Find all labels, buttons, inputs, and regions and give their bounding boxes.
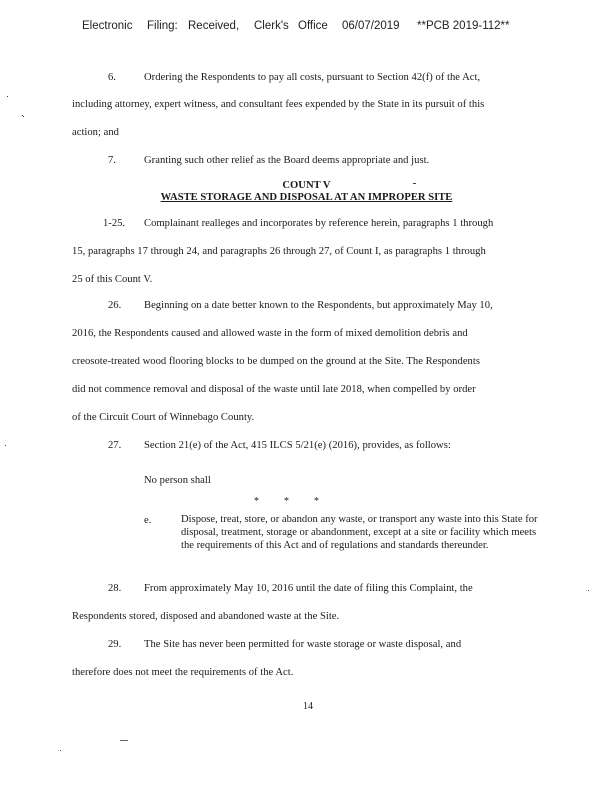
- scan-speck: [23, 116, 24, 117]
- para-1-25-line-2: 15, paragraphs 17 through 24, and paragraphs 26 through 27, of Count I, as paragraphs 1 through: [72, 246, 486, 257]
- item-6-line-2: including attorney, expert witness, and consultant fees expended by the State in its pursuit of this: [72, 99, 485, 110]
- scan-speck: [5, 445, 6, 446]
- para-27-line-1: Section 21(e) of the Act, 415 ILCS 5/21(e) (2016), provides, as follows:: [144, 440, 451, 451]
- para-26-line-3: creosote-treated wood flooring blocks to be dumped on the ground at the Site. The Respondents: [72, 356, 480, 367]
- para-26-line-2: 2016, the Respondents caused and allowed waste in the form of mixed demolition debris and: [72, 328, 468, 339]
- item-7-number: 7.: [108, 155, 116, 166]
- para-27-intro: No person shall: [144, 475, 211, 486]
- subsection-e-text: Dispose, treat, store, or abandon any waste, or transport any waste into this State for disposal, treatment, storage or abandonment, except at a site or facility which meets the requirements of this Act and of regulations and standards thereunder.: [181, 514, 538, 551]
- item-6-line-1: Ordering the Respondents to pay all costs, pursuant to Section 42(f) of the Act,: [144, 72, 481, 83]
- scan-speck: [413, 183, 416, 184]
- header-clerks: Clerk's: [254, 20, 289, 32]
- header-case-number: **PCB 2019-112**: [417, 20, 510, 32]
- ellipsis-stars: * * *: [254, 496, 319, 507]
- header-office: Office: [298, 20, 328, 32]
- para-28-number: 28.: [108, 583, 122, 594]
- para-27-number: 27.: [108, 440, 122, 451]
- para-28-line-2: Respondents stored, disposed and abandoned waste at the Site.: [72, 611, 340, 622]
- count-subtitle: WASTE STORAGE AND DISPOSAL AT AN IMPROPER SITE: [160, 192, 453, 203]
- para-26-line-4: did not commence removal and disposal of the waste until late 2018, when compelled by order: [72, 384, 476, 395]
- header-received: Received,: [188, 20, 240, 32]
- para-1-25-number: 1-25.: [103, 218, 126, 229]
- scan-speck: [60, 750, 61, 751]
- header-electronic: Electronic: [82, 20, 133, 32]
- para-26-line-5: of the Circuit Court of Winnebago County.: [72, 412, 255, 423]
- para-26-line-1: Beginning on a date better known to the Respondents, but approximately May 10,: [144, 300, 493, 311]
- para-28-line-1: From approximately May 10, 2016 until the date of filing this Complaint, the: [144, 583, 473, 594]
- para-29-line-1: The Site has never been permitted for waste storage or waste disposal, and: [144, 639, 462, 650]
- count-title: COUNT V: [282, 180, 331, 191]
- para-29-number: 29.: [108, 639, 122, 650]
- para-26-number: 26.: [108, 300, 122, 311]
- para-1-25-line-3: 25 of this Count V.: [72, 274, 153, 285]
- item-6-number: 6.: [108, 72, 116, 83]
- scan-speck: [588, 590, 589, 591]
- header-filing: Filing:: [147, 20, 178, 32]
- item-6-line-3: action; and: [72, 127, 119, 138]
- page-number: 14: [303, 701, 313, 712]
- para-1-25-line-1: Complainant realleges and incorporates by reference herein, paragraphs 1 through: [144, 218, 494, 229]
- scan-speck: [7, 96, 8, 97]
- scan-speck: [120, 740, 128, 741]
- para-29-line-2: therefore does not meet the requirements of the Act.: [72, 667, 294, 678]
- header-date: 06/07/2019: [342, 20, 400, 32]
- subsection-e-label: e.: [144, 515, 152, 526]
- item-7-line-1: Granting such other relief as the Board deems appropriate and just.: [144, 155, 430, 166]
